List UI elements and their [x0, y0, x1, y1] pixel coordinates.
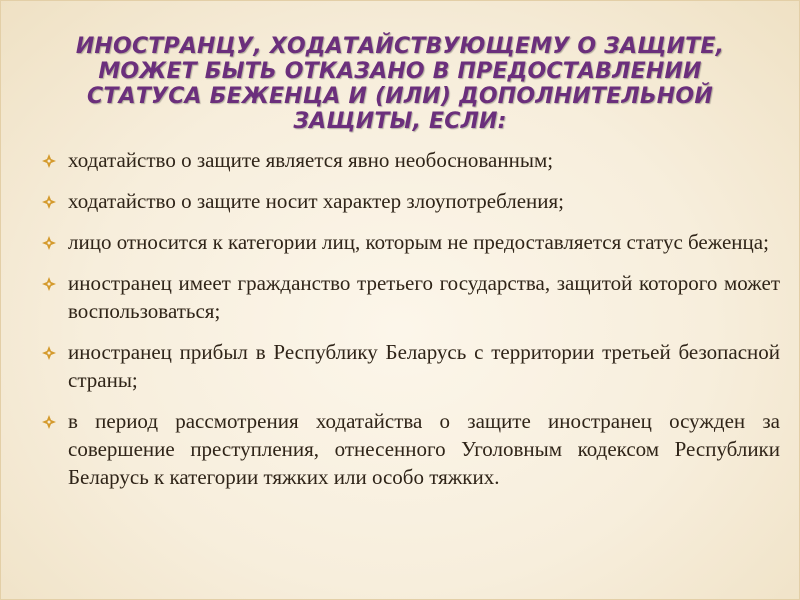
list-item [40, 407, 780, 491]
list-item [40, 269, 780, 325]
list-item [40, 338, 780, 394]
list-item-text: ходатайство о защите является явно необоснованным; [68, 148, 554, 172]
list-item-text: ходатайство о защите носит характер злоупотребления; [68, 189, 565, 213]
slide-title: ИНОСТРАНЦУ, ХОДАТАЙСТВУЮЩЕМУ О ЗАЩИТЕ, МОЖЕТ БЫТЬ ОТКАЗАНО В ПРЕДОСТАВЛЕНИИ СТАТУСА БЕЖЕНЦА И (ИЛИ) ДОПОЛНИТЕЛЬНОЙ ЗАЩИТЫ, ЕСЛИ: [75, 34, 725, 134]
list-item-text: лицо относится к категории лиц, которым не предоставляется статус беженца; [68, 230, 769, 254]
diamond-bullet-icon [42, 154, 56, 168]
diamond-bullet-icon [42, 236, 56, 250]
list-item [40, 187, 780, 215]
list-item [40, 146, 780, 174]
diamond-bullet-icon [42, 277, 56, 291]
bullet-list [40, 146, 780, 504]
list-item-text: иностранец имеет гражданство третьего государства, защитой которого может воспользоваться; [68, 271, 780, 323]
diamond-bullet-icon [42, 346, 56, 360]
diamond-bullet-icon [42, 415, 56, 429]
list-item-text: в период рассмотрения ходатайства о защите иностранец осужден за совершение преступления, отнесенного Уголовным кодексом Республики Беларусь к категории тяжких или особо тяжких. [68, 409, 780, 489]
diamond-bullet-icon [42, 195, 56, 209]
list-item [40, 228, 780, 256]
list-item-text: иностранец прибыл в Республику Беларусь с территории третьей безопасной страны; [68, 340, 780, 392]
